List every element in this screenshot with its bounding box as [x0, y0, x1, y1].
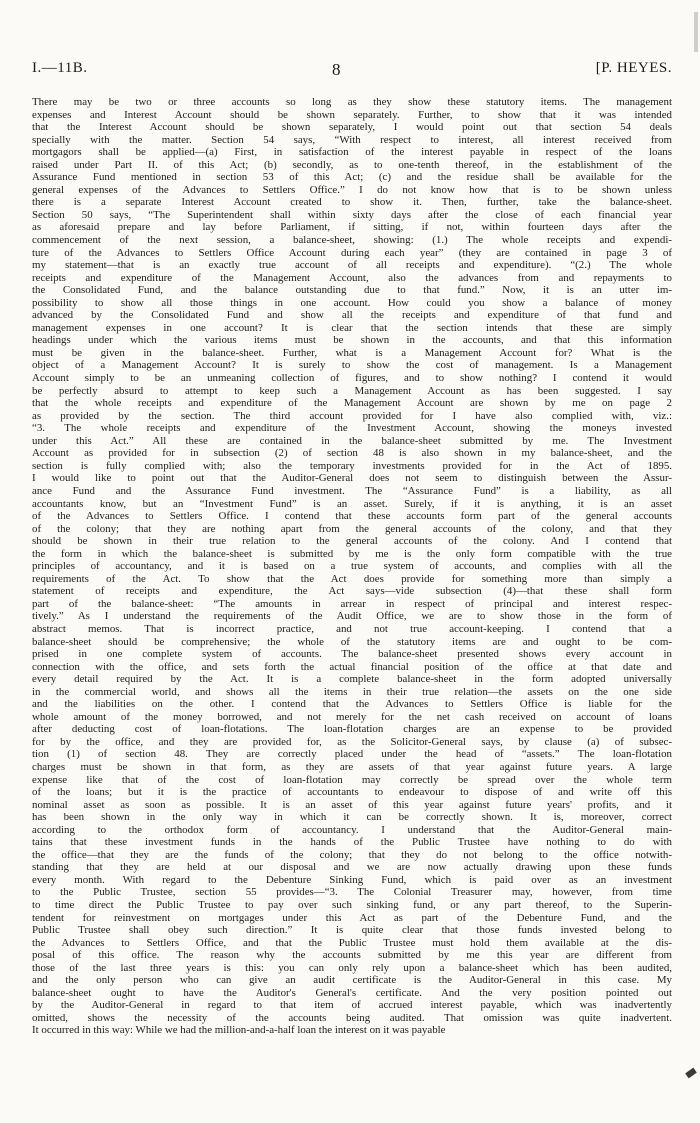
text-line: expense like that of the cost of loan-flotation may correctly be spread over the whole term [32, 773, 672, 786]
text-line: the form in which the balance-sheet is submitted by me is the only form compatible with the true [32, 547, 672, 560]
text-line: Public Trustee shall obey such direction.” It is quite clear that those funds invested belong to [32, 924, 672, 937]
text-line: management expenses in one account? It is clear that the section intends that these are simply [32, 321, 672, 334]
text-line: requirements of the Act. To show that the Act does provide for something more than simply a [32, 572, 672, 585]
text-line: posal of this office. The reason why the accounts submitted by me this year are different from [32, 949, 672, 962]
text-line: those of the last three years is this: you can only rely upon a balance-sheet which has been audited, [32, 961, 672, 974]
text-line: as provided by the section. The third account provided for I have also complied with, viz.: [32, 409, 672, 422]
text-line: in the commercial world, and shows all the items in their true relation—the assets on the one side [32, 685, 672, 698]
text-line: Section 50 says, “The Superintendent shall within sixty days after the close of each financial year [32, 208, 672, 221]
body-text [32, 96, 672, 1037]
text-line: whole amount of the money borrowed, and not merely for the net cash received on account of loans [32, 710, 672, 723]
text-line: Account as provided for in subsection (2) of section 48 is also shown in my balance-sheet, and the [32, 447, 672, 460]
text-line: tion (1) of section 48. They are correctly placed under the head of “assets.” The loan-flotation [32, 748, 672, 761]
text-line: my statement—that is an exactly true account of all receipts and expenditure). “(2.) The whole [32, 259, 672, 272]
text-line: be perfectly absurd to attempt to keep such a Management Account as has been suggested. I say [32, 384, 672, 397]
text-line: nominal asset as soon as possible. It is an asset of this year against future years' profits, and it [32, 798, 672, 811]
text-line: I would like to point out that the Auditor-General does not seem to distinguish between the Assur- [32, 472, 672, 485]
text-line: the office—that they are the funds of the colony; that they do not belong to the office notwith- [32, 848, 672, 861]
text-line: every detail required by the Act. It is a complete balance-sheet in the form adopted universally [32, 673, 672, 686]
text-line: of the loans; but it is the practice of accountants to endeavour to dispose of and write off this [32, 786, 672, 799]
text-line: charges must be shown in that form, as they are assets of that year against future years. A large [32, 760, 672, 773]
text-line: possibility to show all those things in one account. How could you show a balance of money [32, 296, 672, 309]
text-line: that the Interest Account should be shown separately, I would point out that section 54 deals [32, 121, 672, 134]
text-line: “3. The whole receipts and expenditure of the Investment Account, showing the moneys invested [32, 422, 672, 435]
text-line: abstract memos. That is incorrect practice, and not true account-keeping. I contend that a [32, 622, 672, 635]
text-line: there is a separate Interest Account created to show it. Then, further, take the balance-sheet. [32, 196, 672, 209]
text-line: ture of the Advances to Settlers Office Account during each year” (they are contained in page 3 of [32, 246, 672, 259]
text-line: under this Act.” All these are contained in the balance-sheet submitted by me. The Investment [32, 434, 672, 447]
document-page [32, 60, 672, 1037]
text-line: according to the orthodox form of accountancy. I understand that the Auditor-General main- [32, 823, 672, 836]
text-line: ance Fund and the Assurance Fund investment. The “Assurance Fund” is a liability, as all [32, 484, 672, 497]
text-line: that the whole receipts and expenditure of the Management Account are shown by me on page 2 [32, 397, 672, 410]
text-line: headings under which the various items must be shown in the accounts, and that this information [32, 334, 672, 347]
page-number: 8 [332, 60, 341, 79]
text-line: There may be two or three accounts so long as they show these statutory items. The management [32, 96, 672, 108]
text-line: section is fully complied with; also the temporary investments provided for in the Act of 1895. [32, 459, 672, 472]
text-line: tains that these investment funds in the hands of the Public Trustee have nothing to do with [32, 836, 672, 849]
text-line: standing that they are held at our disposal and we are now actually drawing upon these funds [32, 861, 672, 874]
text-line: accountants know, but an “Investment Fund” is an asset. Surely, if it is anything, it is an asset [32, 497, 672, 510]
text-line: as aforesaid prepare and lay before Parliament, if sitting, if not, within fourteen days after the [32, 221, 672, 234]
text-line: of the Advances to Settlers Office. I contend that these accounts form part of the general accounts [32, 510, 672, 523]
text-line: balance-sheet should be comprehensive; the whole of the statutory items are and ought to be com- [32, 635, 672, 648]
text-line: of the colony; that they are nothing apart from the general accounts of the colony, and that they [32, 522, 672, 535]
text-line: has been shown in the only way in which it can be correctly shown. It is, moreover, correct [32, 811, 672, 824]
scan-edge-mark [685, 1068, 697, 1079]
page-header [32, 60, 672, 82]
text-line: general expenses of the Advances to Settlers Office.” I do not know how that is to be shown unless [32, 183, 672, 196]
text-line: part of the balance-sheet: “The amounts in arrear in respect of principal and interest respec- [32, 597, 672, 610]
text-line: receipts and expenditure of the Management Account, also the advances from and repayments to [32, 271, 672, 284]
text-line: It occurred in this way: While we had the million-and-a-half loan the interest on it was payable [32, 1024, 446, 1037]
text-line: the Consolidated Fund, and the balance outstanding due to that fund.” Now, it is an utter im- [32, 284, 672, 297]
text-line: tively.” As I understand the requirements of the Audit Office, we are to show those in the form of [32, 610, 672, 623]
text-line: and the liabilities on the other. I contend that the Advances to Settlers Office is liable for the [32, 698, 672, 711]
text-line: expenses and Interest Account should be shown separately. Further, to show that it was intended [32, 108, 672, 121]
text-line: and the only person who can give an audit certificate is the Auditor-General in this case. My [32, 974, 672, 987]
text-line: prised in one complete system of accounts. The balance-sheet presented shows every account in [32, 648, 672, 661]
text-line: statement of receipts and expenditure, the Act says—vide subsection (4)—that these shall form [32, 585, 672, 598]
text-line: after deducting cost of loan-flotations. The loan-flotation charges are an expense to be provided [32, 723, 672, 736]
text-line: specially with the matter. Section 54 says, “With respect to interest, all interest received from [32, 133, 672, 146]
text-line: should be shown in their true relation to the general accounts of the colony. And I contend that [32, 535, 672, 548]
text-line: every month. With regard to the Debenture Sinking Fund, which is paid over as an investment [32, 873, 672, 886]
text-line: Assurance Fund mentioned in section 53 of this Act; (c) and the residue shall be available for the [32, 171, 672, 184]
text-line: tendent for reinvestment on mortgages under this Act as part of the Debenture Fund, and the [32, 911, 672, 924]
text-line: must be given in the balance-sheet. Further, what is a Management Account for? What is the [32, 346, 672, 359]
text-line: balance-sheet ought to have the Auditor's General's certificate. And the very position pointed out [32, 986, 672, 999]
text-line: raised under Part II. of this Act; (b) secondly, as to one-tenth thereof, in the establishment of the [32, 158, 672, 171]
text-line: by the Auditor-General in regard to that item of accrued interest payable, which was inadvertently [32, 999, 672, 1012]
text-line: principles of accountancy, and it is based on a true system of accounts, and complies with all the [32, 560, 672, 573]
text-line: to time direct the Public Trustee to pay over such sinking fund, or any part thereof, to the Superin- [32, 899, 672, 911]
text-line: commencement of the next session, a balance-sheet, showing: (1.) The whole receipts and expendi- [32, 234, 672, 247]
text-line: object of a Management Account? It is surely to show the cost of management. Is a Management [32, 359, 672, 372]
text-line: mortgagors shall be applied—(a) First, in satisfaction of the interest payable in respect of the loans [32, 146, 672, 159]
text-line: advanced by the Consolidated Fund and show all the receipts and expenditure of that fund and [32, 309, 672, 322]
text-line: to the Public Trustee, section 55 provides—“3. The Colonial Treasurer may, however, from time [32, 886, 672, 899]
text-line: for by the office, and they are provided for, as the Solicitor-General says, by clause (a) of subsec- [32, 735, 672, 748]
text-line: the Advances to Settlers Office, and that the Public Trustee must hold them available at the dis- [32, 936, 672, 949]
text-line: omitted, shows the necessity of the accounts being audited. That omission was quite inadvertent. [32, 1011, 672, 1024]
paper-reference: I.—11B. [32, 60, 88, 76]
text-line: Account simply to be an unmeaning collection of figures, and to show nothing? I contend it would [32, 372, 672, 385]
speaker-name: [P. HEYES. [595, 60, 672, 76]
text-line: connection with the office, and sets forth the actual financial position of the office at that date and [32, 660, 672, 673]
scan-edge-mark [694, 12, 698, 52]
